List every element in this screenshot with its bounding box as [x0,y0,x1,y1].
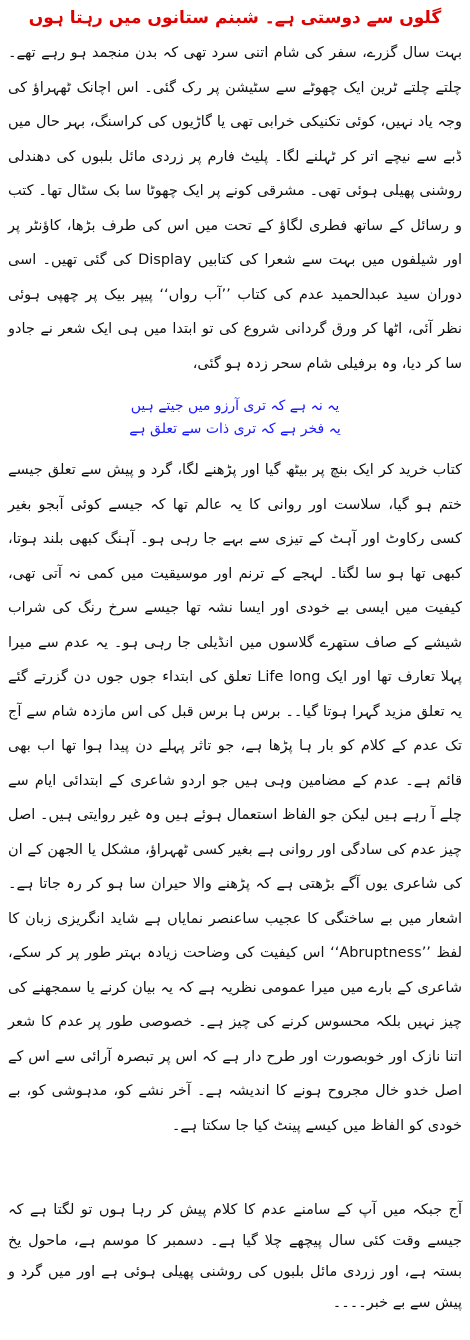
paragraph-main: کتاب خرید کر ایک بنچ پر بیٹھ گیا اور پڑھنے لگا، گرد و پیش سے تعلق جیسے ختم ہو گیا، سلاست اور روانی کا یہ عالم تھا کہ جیسے کوئی آبجو بغیر کسی رکاوٹ اور آہٹ کے تیزی سے بہے جا رہی ہو۔ آہنگ کبھی بلند ہوتا، کبھی تھا ہو سا لگتا۔ لہجے کے ترنم اور موسیقیت میں کمی نہ آتی تھی، کیفیت میں ایسی بے خودی اور ایسا نشہ تھا جیسے سرخ رنگ کی شراب شیشے کے صاف ستھرے گلاسوں میں انڈیلی جا رہی ہو۔ یہ عدم سے میرا پہلا تعارف تھا اور ایک Life long تعلق کی ابتداء جوں جوں دن گزرتے گئے یہ تعلق مزید گہرا ہوتا گیا۔۔ برس ہا برس قبل کی اس مازدہ شام سے آج تک عدم کے کلام کو بار ہا پڑھا ہے، جو تاثر پہلے دن پیدا ہوا تھا اب بھی قائم ہے۔ عدم کے مضامین وہی ہیں جو اردو شاعری کے ابتدائی ایام سے چلے آ رہے ہیں لیکن جو الفاظ استعمال ہوئے ہیں وہ غیر روایتی ہیں۔ اصل چیز عدم کی سادگی اور روانی ہے بغیر کسی ٹھہراؤ، مشکل یا الجھن کے ان کی شاعری یوں آگے بڑھتی ہے کہ پڑھنے والا حیران سا ہو کر رہ جاتا ہے۔ اشعار میں بے ساختگی کا عجیب ساعنصر نمایاں ہے شاید انگریزی زبان کا لفظ ’’Abruptness‘‘ اس کیفیت کی وضاحت زیادہ بہتر طور پر کر سکے، شاعری کے بارے میں میرا عمومی نظریہ ہے کہ یہ بیان کرنے یا سمجھنے کی چیز نہیں بلکہ محسوس کرنے کی چیز ہے۔ خصوصی طور پر عدم کا شعر اتنا نازک اور خوبصورت اور طرح دار ہے کہ اس پر تبصرہ آرائی سے اس کے اصل خدو خال مجروح ہونے کا اندیشہ ہے۔ آخر نشے کو، مدہوشی کو، بے خودی کو الفاظ میں کیسے پینٹ کیا جا سکتا ہے۔ [8,462,462,1134]
page-title: گلوں سے دوستی ہے۔ شبنم ستانوں میں رہتا ہوں [28,8,442,28]
couplet-line-1: یہ نہ ہے کہ تری آرزو میں جیتے ہیں [130,398,340,414]
paragraph-intro: بہت سال گزرے، سفر کی شام اتنی سرد تھی کہ بدن منجمد ہو رہے تھے۔ چلتے چلتے ٹرین ایک چھوٹے سے سٹیشن پر رک گئی۔ اس اچانک ٹھہراؤ کی وجہ یاد نہیں، کوئی تکنیکی خرابی تھی یا گاڑیوں کی کراسنگ، بہر حال میں ڈبے سے نیچے اتر کر ٹہلنے لگا۔ پلیٹ فارم پر زردی مائل بلبوں کی دھندلی روشنی پھیلی ہوئی تھی۔ مشرقی کونے پر ایک چھوٹا سا بک سٹال تھا۔ کتب و رسائل کے ساتھ فطری لگاؤ کے تحت میں اس کی طرف بڑھا، کاؤنٹر پر اور شیلفوں میں بہت سے شعرا کی کتابیں Display کی گئی تھیں۔ اسی دوران سید عبدالحمید عدم کی کتاب ’’آب رواں‘‘ پیپر بیک پر چھپی ہوئی نظر آئی، اٹھا کر ورق گردانی شروع کی تو ابتدا میں ہی ایک شعر نے جادو سا کر دیا، وہ برفیلی شام سحر زدہ ہو گئی، [8,45,463,372]
couplet-line-2: یہ فخر ہے کہ تری ذات سے تعلق ہے [129,421,341,437]
paragraph-closing: آج جبکہ میں آپ کے سامنے عدم کا کلام پیش کر رہا ہوں تو لگتا ہے کہ جیسے وقت کئی سال پیچھے چلا گیا ہے۔ دسمبر کا موسم ہے، ماحول یخ بستہ ہے، اور زردی مائل بلبوں کی روشنی پھیلی ہوئی ہے اور میں گرد و پیش سے بے خبر۔۔۔۔ [8,1202,462,1311]
poetry-couplet [8,395,462,441]
section-gap [8,1143,462,1195]
